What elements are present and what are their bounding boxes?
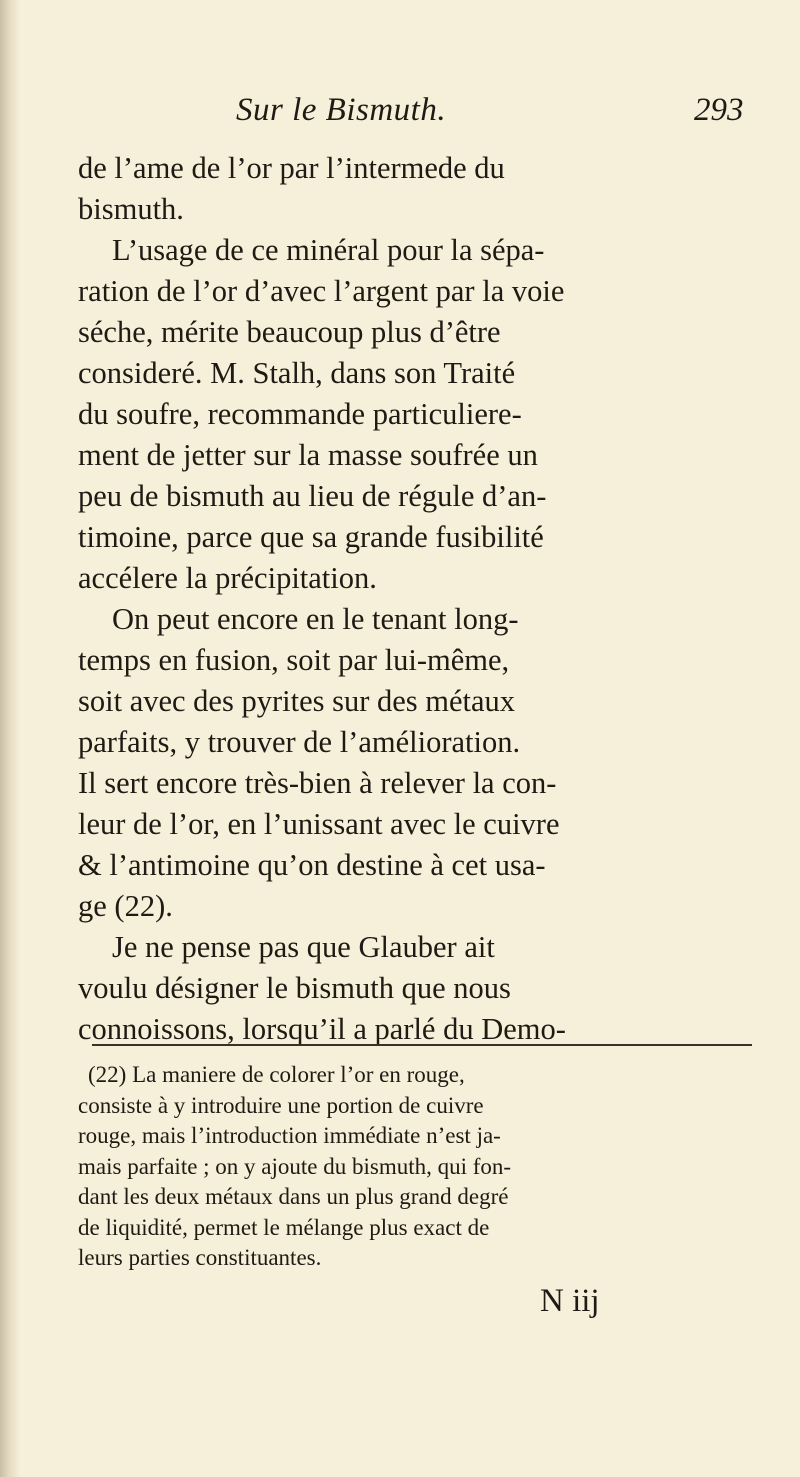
text-line: Je ne pense pas que Glauber ait <box>112 930 495 964</box>
page-number: 293 <box>694 92 744 128</box>
running-title: Sur le Bismuth. <box>236 92 447 128</box>
text-line: soit avec des pyrites sur des métaux <box>78 684 516 718</box>
text-line: séche, mérite beaucoup plus d’être <box>78 315 501 349</box>
text-line: temps en fusion, soit par lui-même, <box>78 643 510 677</box>
text-line: ment de jetter sur la masse soufrée un <box>78 438 538 472</box>
footnote-line: (22) La maniere de colorer l’or en rouge, <box>88 1062 465 1087</box>
text-line: peu de bismuth au lieu de régule d’an- <box>78 479 547 513</box>
text-line: accélere la précipitation. <box>78 561 377 595</box>
text-line: voulu désigner le bismuth que nous <box>78 971 511 1005</box>
text-line: du soufre, recommande particuliere- <box>78 397 522 431</box>
text-line: leur de l’or, en l’unissant avec le cuivre <box>78 807 560 841</box>
text-line: parfaits, y trouver de l’amélioration. <box>78 725 521 759</box>
text-line: ration de l’or d’avec l’argent par la voie <box>78 274 565 308</box>
text-line: On peut encore en le tenant long- <box>112 602 519 636</box>
text-line: de l’ame de l’or par l’intermede du <box>78 151 505 185</box>
footnote-line: de liquidité, permet le mélange plus exact de <box>78 1214 490 1240</box>
main-text <box>78 148 768 1050</box>
footnote-line: dant les deux métaux dans un plus grand degré <box>78 1184 509 1209</box>
footnote-line: mais parfaite ; on y ajoute du bismuth, qui fon- <box>78 1153 512 1179</box>
footnote-line: consiste à y introduire une portion de cuivre <box>78 1092 484 1118</box>
footnote-line: rouge, mais l’introduction immédiate n’est ja- <box>78 1123 501 1148</box>
text-line: bismuth. <box>78 192 184 226</box>
binding-gutter <box>0 0 20 1477</box>
text-line: ge (22). <box>78 889 173 923</box>
footnote <box>78 1060 768 1274</box>
text-line: L’usage de ce minéral pour la sépa- <box>112 233 545 267</box>
text-line: & l’antimoine qu’on destine à cet usa- <box>78 848 546 882</box>
text-line: connoissons, lorsqu’il a parlé du Demo- <box>78 1012 566 1046</box>
text-line: Il sert encore très-bien à relever la con- <box>78 766 557 800</box>
text-line: consideré. M. Stalh, dans son Traité <box>78 356 516 390</box>
page-header <box>0 92 800 140</box>
signature-mark: N iij <box>540 1283 600 1319</box>
text-line: timoine, parce que sa grande fusibilité <box>78 520 544 554</box>
footnote-line: leurs parties constituantes. <box>78 1245 322 1270</box>
footnote-rule <box>92 1044 752 1046</box>
